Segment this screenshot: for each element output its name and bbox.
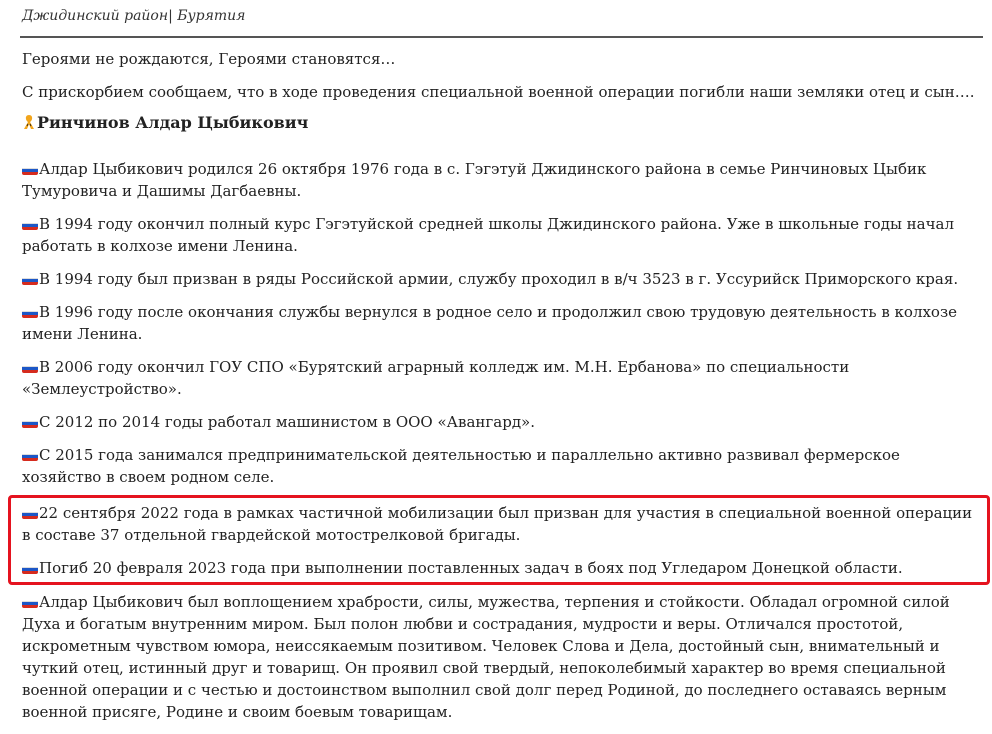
biography-paragraph bbox=[22, 158, 980, 202]
intro-line-2: С прискорбием сообщаем, что в ходе проведения специальной военной операции погибли наши земляки отец и сын…. bbox=[22, 83, 975, 101]
header-divider bbox=[20, 36, 983, 38]
closing-text: Алдар Цыбикович был воплощением храбрости, силы, мужества, терпения и стойкости. Обладал огромной силой Духа и богатым внутренним миром. Был полон любви и сострадания, мудрости и веры. Отличался простотой, искрометным чувством юмора, неиссякаемым позитивом. Человек Слова и Дела, достойный сын, внимательный и чуткий отец, истинный друг и товарищ. Он проявил свой твердый, непоколебимый характер во время специальной военной операции и с честью и достоинством выполнил свой долг перед Родиной, до последнего оставаясь верным военной присяге, Родине и своим боевым товарищам. bbox=[22, 593, 950, 721]
highlight-box bbox=[8, 495, 990, 585]
intro-line-1: Героями не рождаются, Героями становятся… bbox=[22, 50, 396, 68]
st-george-ribbon-icon bbox=[22, 114, 36, 130]
biography-paragraph bbox=[22, 356, 980, 400]
paragraph-text: В 1996 году после окончания службы вернулся в родное село и продолжил свою трудовую деятельность в колхозе имени Ленина. bbox=[22, 303, 958, 343]
paragraph-text: Алдар Цыбикович родился 26 октября 1976 года в с. Гэгэтуй Джидинского района в семье Ринчиновых Цыбик Тумуровича и Дашимы Дагбаевны. bbox=[22, 160, 927, 200]
paragraph-text: Погиб 20 февраля 2023 года при выполнении поставленных задач в боях под Угледаром Донецкой области. bbox=[39, 559, 903, 577]
biography-paragraph bbox=[22, 444, 980, 488]
russian-flag-icon bbox=[22, 450, 38, 461]
biography-paragraph bbox=[22, 411, 980, 433]
paragraph-text: С 2012 по 2014 годы работал машинистом в ООО «Авангард». bbox=[39, 413, 535, 431]
highlighted-paragraph bbox=[22, 502, 979, 546]
biography-paragraphs bbox=[22, 158, 980, 488]
source-label[interactable]: Джидинский район| Бурятия bbox=[22, 8, 246, 24]
paragraph-text: С 2015 года занимался предпринимательской деятельностью и параллельно активно развивал фермерское хозяйство в своем родном селе. bbox=[22, 446, 900, 486]
russian-flag-icon bbox=[22, 362, 38, 373]
biography-paragraph bbox=[22, 268, 980, 290]
paragraph-text: В 1994 году окончил полный курс Гэгэтуйской средней школы Джидинского района. Уже в школьные годы начал работать в колхозе имени Ленина. bbox=[22, 215, 954, 255]
person-name: Ринчинов Алдар Цыбикович bbox=[37, 113, 309, 132]
paragraph-text: В 2006 году окончил ГОУ СПО «Бурятский аграрный колледж им. М.Н. Ербанова» по специальности «Землеустройство». bbox=[22, 358, 850, 398]
russian-flag-icon bbox=[22, 508, 38, 519]
closing-paragraph bbox=[22, 591, 980, 723]
highlighted-paragraphs bbox=[22, 502, 979, 579]
russian-flag-icon bbox=[22, 417, 38, 428]
russian-flag-icon bbox=[22, 563, 38, 574]
russian-flag-icon bbox=[22, 219, 38, 230]
paragraph-text: В 1994 году был призван в ряды Российской армии, службу проходил в в/ч 3523 в г. Уссурийск Приморского края. bbox=[39, 270, 959, 288]
russian-flag-icon bbox=[22, 274, 38, 285]
article-body bbox=[22, 48, 980, 734]
russian-flag-icon bbox=[22, 307, 38, 318]
russian-flag-icon bbox=[22, 597, 38, 608]
paragraph-text: 22 сентября 2022 года в рамках частичной мобилизации был призван для участия в специальной военной операции в составе 37 отдельной гвардейской мотострелковой бригады. bbox=[22, 504, 973, 544]
biography-paragraph bbox=[22, 301, 980, 345]
biography-paragraph bbox=[22, 213, 980, 257]
highlighted-paragraph bbox=[22, 557, 979, 579]
person-name-heading bbox=[22, 112, 980, 134]
russian-flag-icon bbox=[22, 164, 38, 175]
